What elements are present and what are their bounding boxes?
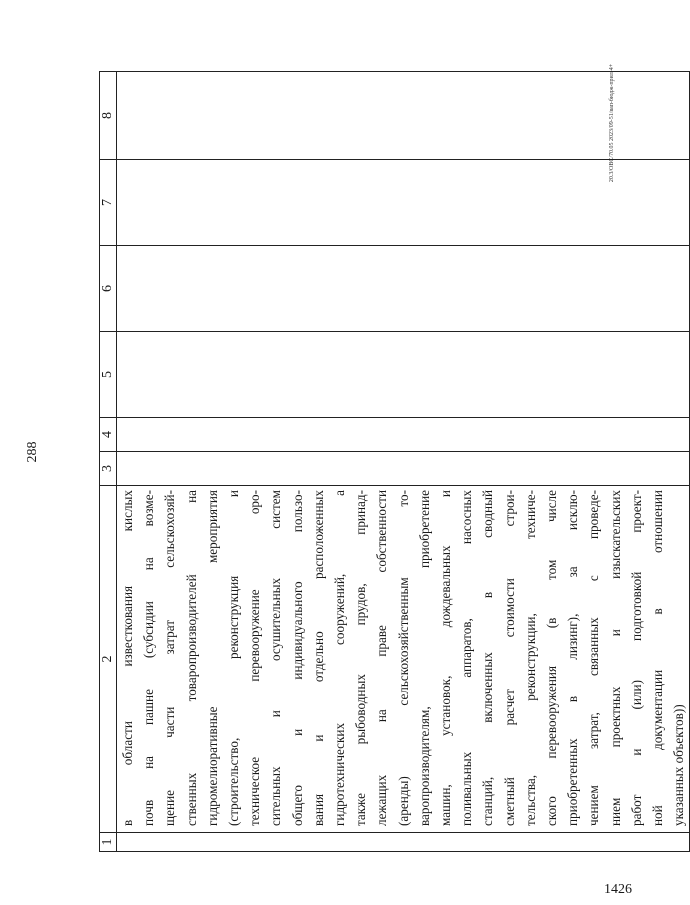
description-line: ной документации в отношении (650, 490, 666, 826)
sheet-number: 1426 (604, 882, 632, 897)
description-line: (строительство, реконструкция и (226, 490, 242, 826)
description-line: лежащих на праве собственности (374, 490, 390, 826)
header-col-4: 4 (100, 418, 117, 452)
description-line: вания и отдельно расположенных (310, 490, 326, 826)
description-line: сительных и осушительных систем (268, 490, 284, 826)
cell-col-2 (117, 486, 690, 833)
description-line: приобретенных в лизинг), за исклю- (565, 490, 581, 826)
header-row (100, 72, 117, 852)
description-line: сметный расчет стоимости строи- (501, 490, 517, 826)
description-line: общего и индивидуального пользо- (289, 490, 305, 826)
description-line: машин, установок, дождевальных и (438, 490, 454, 826)
description-line: чением затрат, связанных с проведе- (586, 490, 602, 826)
description-line: щение части затрат сельскохозяй- (162, 490, 178, 826)
description-line: ственных товаропроизводителей на (183, 490, 199, 826)
header-col-7: 7 (100, 160, 117, 246)
description-line: ского перевооружения (в том числе (544, 490, 560, 826)
cell-col-4 (117, 418, 690, 452)
budget-table (99, 71, 690, 852)
description-line: тельства, реконструкции, техниче- (522, 490, 538, 826)
header-col-5: 5 (100, 332, 117, 418)
header-col-2: 2 (100, 486, 117, 833)
description-line: техническое перевооружение оро- (247, 490, 263, 826)
cell-col-6 (117, 246, 690, 332)
document-code: 20.3/ОВС/70.05 2023/09-51/вап-бюдж-прил-4+ (609, 63, 615, 183)
description-line: (аренды) сельскохозяйственным то- (395, 490, 411, 826)
header-col-8: 8 (100, 72, 117, 160)
page-number: 288 (25, 441, 40, 463)
description-line: также рыбоводных прудов, принад- (353, 490, 369, 826)
description-line: гидротехнических сооружений, а (332, 490, 348, 826)
description-line: в области известкования кислых (120, 490, 135, 826)
cell-col-7 (117, 160, 690, 246)
table-row (117, 72, 690, 852)
description-line: варопроизводителям, приобретение (416, 490, 432, 826)
description-line: почв на пашне (субсидии на возме- (141, 490, 157, 826)
description-line: гидромелиоративные мероприятия (204, 490, 220, 826)
cell-col-8 (117, 72, 690, 160)
description-line: нием проектных и изыскательских (607, 490, 623, 826)
description-text (117, 486, 689, 832)
cell-col-5 (117, 332, 690, 418)
header-col-3: 3 (100, 452, 117, 486)
header-col-6: 6 (100, 246, 117, 332)
header-col-1: 1 (100, 833, 117, 852)
description-line: поливальных аппаратов, насосных (459, 490, 475, 826)
description-line: указанных объектов)) (671, 704, 687, 826)
description-line: работ и (или) подготовкой проект- (628, 490, 644, 826)
cell-col-3 (117, 452, 690, 486)
cell-col-1 (117, 833, 690, 852)
description-line: станций, включенных в сводный (480, 490, 496, 826)
